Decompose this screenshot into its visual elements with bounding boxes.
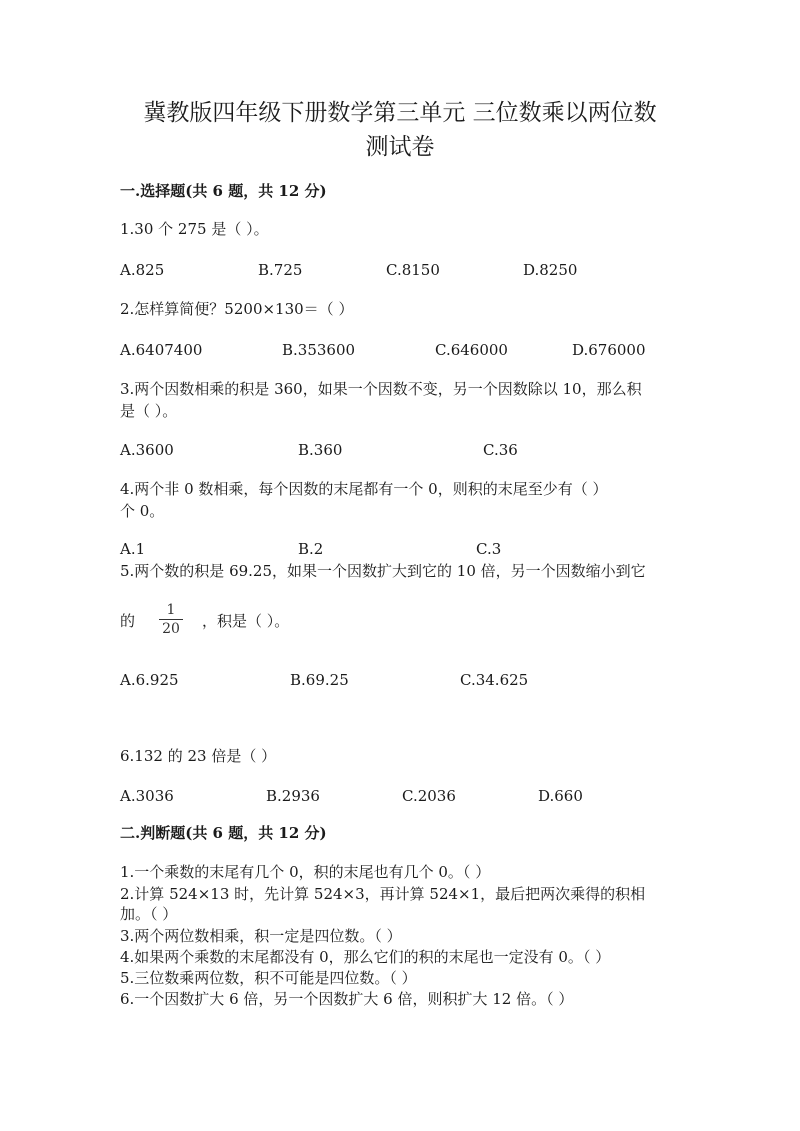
q4-option-a[interactable]: A.1 <box>120 540 146 558</box>
question-1: 1.30 个 275 是（ ）。 <box>120 220 269 238</box>
question-3-line-1: 3.两个因数相乘的积是 360，如果一个因数不变，另一个因数除以 10，那么积 <box>120 380 642 398</box>
question-5-line-1: 5.两个数的积是 69.25，如果一个因数扩大到它的 10 倍，另一个因数缩小到它 <box>120 562 646 580</box>
q1-option-b[interactable]: B.725 <box>258 261 303 279</box>
question-6: 6.132 的 23 倍是（ ） <box>120 747 277 765</box>
q5-option-c[interactable]: C.34.625 <box>460 671 529 689</box>
question-2: 2.怎样算简便？5200×130＝（ ） <box>120 300 354 318</box>
q2-option-c[interactable]: C.646000 <box>435 341 508 359</box>
fraction-bar <box>159 619 183 620</box>
question-4-line-1: 4.两个非 0 数相乘，每个因数的末尾都有一个 0，则积的末尾至少有（ ） <box>120 480 608 498</box>
question-3-line-2: 是（ ）。 <box>120 402 178 420</box>
q3-option-c[interactable]: C.36 <box>483 441 518 459</box>
judgement-item: 5.三位数乘两位数，积不可能是四位数。（ ） <box>120 969 417 987</box>
fraction-denominator: 20 <box>162 621 180 637</box>
judgement-item: 加。（ ） <box>120 905 178 923</box>
q6-option-b[interactable]: B.2936 <box>266 787 320 805</box>
judgement-item: 2.计算 524×13 时，先计算 524×3，再计算 524×1，最后把两次乘得的积相 <box>120 885 646 903</box>
judgement-item: 6.一个因数扩大 6 倍，另一个因数扩大 6 倍，则积扩大 12 倍。（ ） <box>120 990 574 1008</box>
question-5-prefix: 的 <box>120 612 136 630</box>
q4-option-b[interactable]: B.2 <box>298 540 324 558</box>
judgement-item: 1.一个乘数的末尾有几个 0，积的末尾也有几个 0。（ ） <box>120 863 491 881</box>
q1-option-a[interactable]: A.825 <box>120 261 165 279</box>
q2-option-d[interactable]: D.676000 <box>572 341 646 359</box>
q3-option-a[interactable]: A.3600 <box>120 441 174 459</box>
judgement-item: 4.如果两个乘数的末尾都没有 0，那么它们的积的末尾也一定没有 0。（ ） <box>120 948 611 966</box>
fraction-numerator: 1 <box>166 602 176 618</box>
q2-option-b[interactable]: B.353600 <box>282 341 356 359</box>
title-line-1: 冀教版四年级下册数学第三单元 三位数乘以两位数 <box>143 100 657 126</box>
q1-option-c[interactable]: C.8150 <box>386 261 440 279</box>
q6-option-a[interactable]: A.3036 <box>120 787 174 805</box>
fraction <box>158 602 184 637</box>
q5-option-a[interactable]: A.6.925 <box>120 671 179 689</box>
question-4-line-2: 个 0。 <box>120 502 165 520</box>
q1-option-d[interactable]: D.8250 <box>523 261 578 279</box>
q5-option-b[interactable]: B.69.25 <box>290 671 349 689</box>
question-5-suffix: ，积是（ ）。 <box>202 612 290 630</box>
section-heading: 一.选择题(共 6 题，共 12 分) <box>120 182 327 200</box>
q3-option-b[interactable]: B.360 <box>298 441 343 459</box>
q6-option-c[interactable]: C.2036 <box>402 787 456 805</box>
section-heading: 二.判断题(共 6 题，共 12 分) <box>120 824 327 842</box>
q6-option-d[interactable]: D.660 <box>538 787 583 805</box>
judgement-item: 3.两个两位数相乘，积一定是四位数。（ ） <box>120 927 402 945</box>
title-line-2: 测试卷 <box>365 134 435 160</box>
q4-option-c[interactable]: C.3 <box>476 540 502 558</box>
q2-option-a[interactable]: A.6407400 <box>120 341 203 359</box>
